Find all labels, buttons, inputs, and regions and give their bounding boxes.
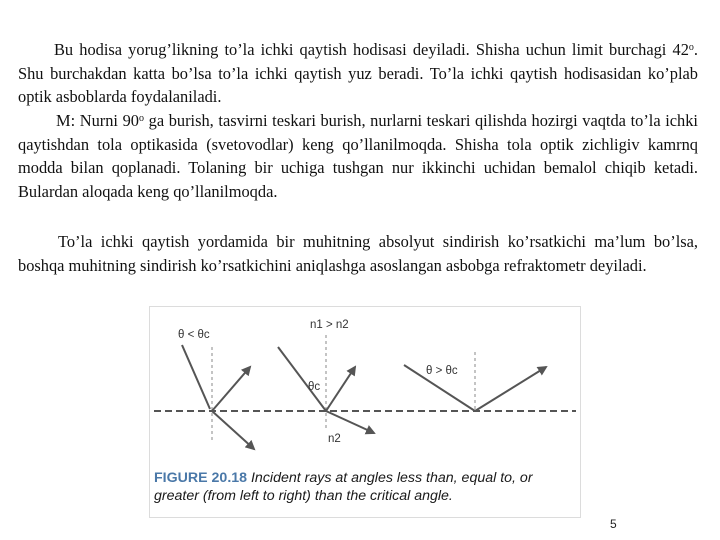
ray-incident-less: [182, 345, 210, 409]
figure-number: FIGURE 20.18: [154, 470, 248, 486]
paragraph-total-internal-reflection: [18, 38, 698, 109]
ray-incident-equal: [278, 347, 326, 411]
ray-reflected-greater: [475, 367, 546, 411]
ray-reflected-less: [212, 367, 250, 411]
label-n1-greater-n2: n1 > n2: [310, 319, 349, 331]
ray-reflected-equal: [326, 367, 355, 411]
degree-sign: o: [139, 113, 144, 124]
label-critical-angle: θc: [308, 381, 321, 393]
paragraph-refractometer: To’la ichki qaytish yordamida bir muhitning absolyut sindirish ko’rsatkichi ma’lum bo’lsa, boshqa muhitning sindirish ko’rsatkichini aniqlashga asoslangan asbobga refraktometr deyiladi.: [18, 232, 698, 275]
degree-sign: o: [688, 42, 694, 53]
paragraph-2-text-cont: ga burish, tasvirni teskari burish, nurlarni teskari qilishda hozirgi vaqtda to’la ichki qaytishdan tola optikasida (svetovodlar) keng qo’llanilmoqda. Shisha tola optik zichligiv kamrnq modda bilan qoplanadi. Tolaning bir uchiga tushgan nur ikkinchi uchidan bemalol chiqib ketadi. Bulardan aloqada keng qo’llanilmoqda.: [18, 111, 698, 202]
label-n2: n2: [328, 433, 341, 445]
label-angle-greater: θ > θc: [426, 365, 458, 377]
ray-refracted-less: [212, 411, 254, 449]
paragraph-2-text: M: Nurni 90: [56, 111, 139, 130]
figure-caption: [154, 469, 574, 505]
paragraph-fiber-optics: [18, 109, 698, 204]
page-number: 5: [610, 517, 617, 531]
figure-caption-text: Incident rays at angles less than, equal to, or greater (from left to right) than the critical angle.: [154, 470, 533, 504]
critical-angle-figure: [149, 306, 581, 518]
paragraph-1-text-cont: . Shu burchakdan katta bo’lsa to’la ichki qaytish yuz beradi. To’la ichki qaytish hodisasidan ko’plab optik asboblarda foydalaniladi.: [18, 40, 698, 107]
label-angle-less: θ < θc: [178, 329, 210, 341]
paragraph-1-text: Bu hodisa yorug’likning to’la ichki qaytish hodisasi deyiladi. Shisha uchun limit burchagi 42: [54, 40, 689, 59]
ray-refracted-equal: [326, 411, 374, 433]
